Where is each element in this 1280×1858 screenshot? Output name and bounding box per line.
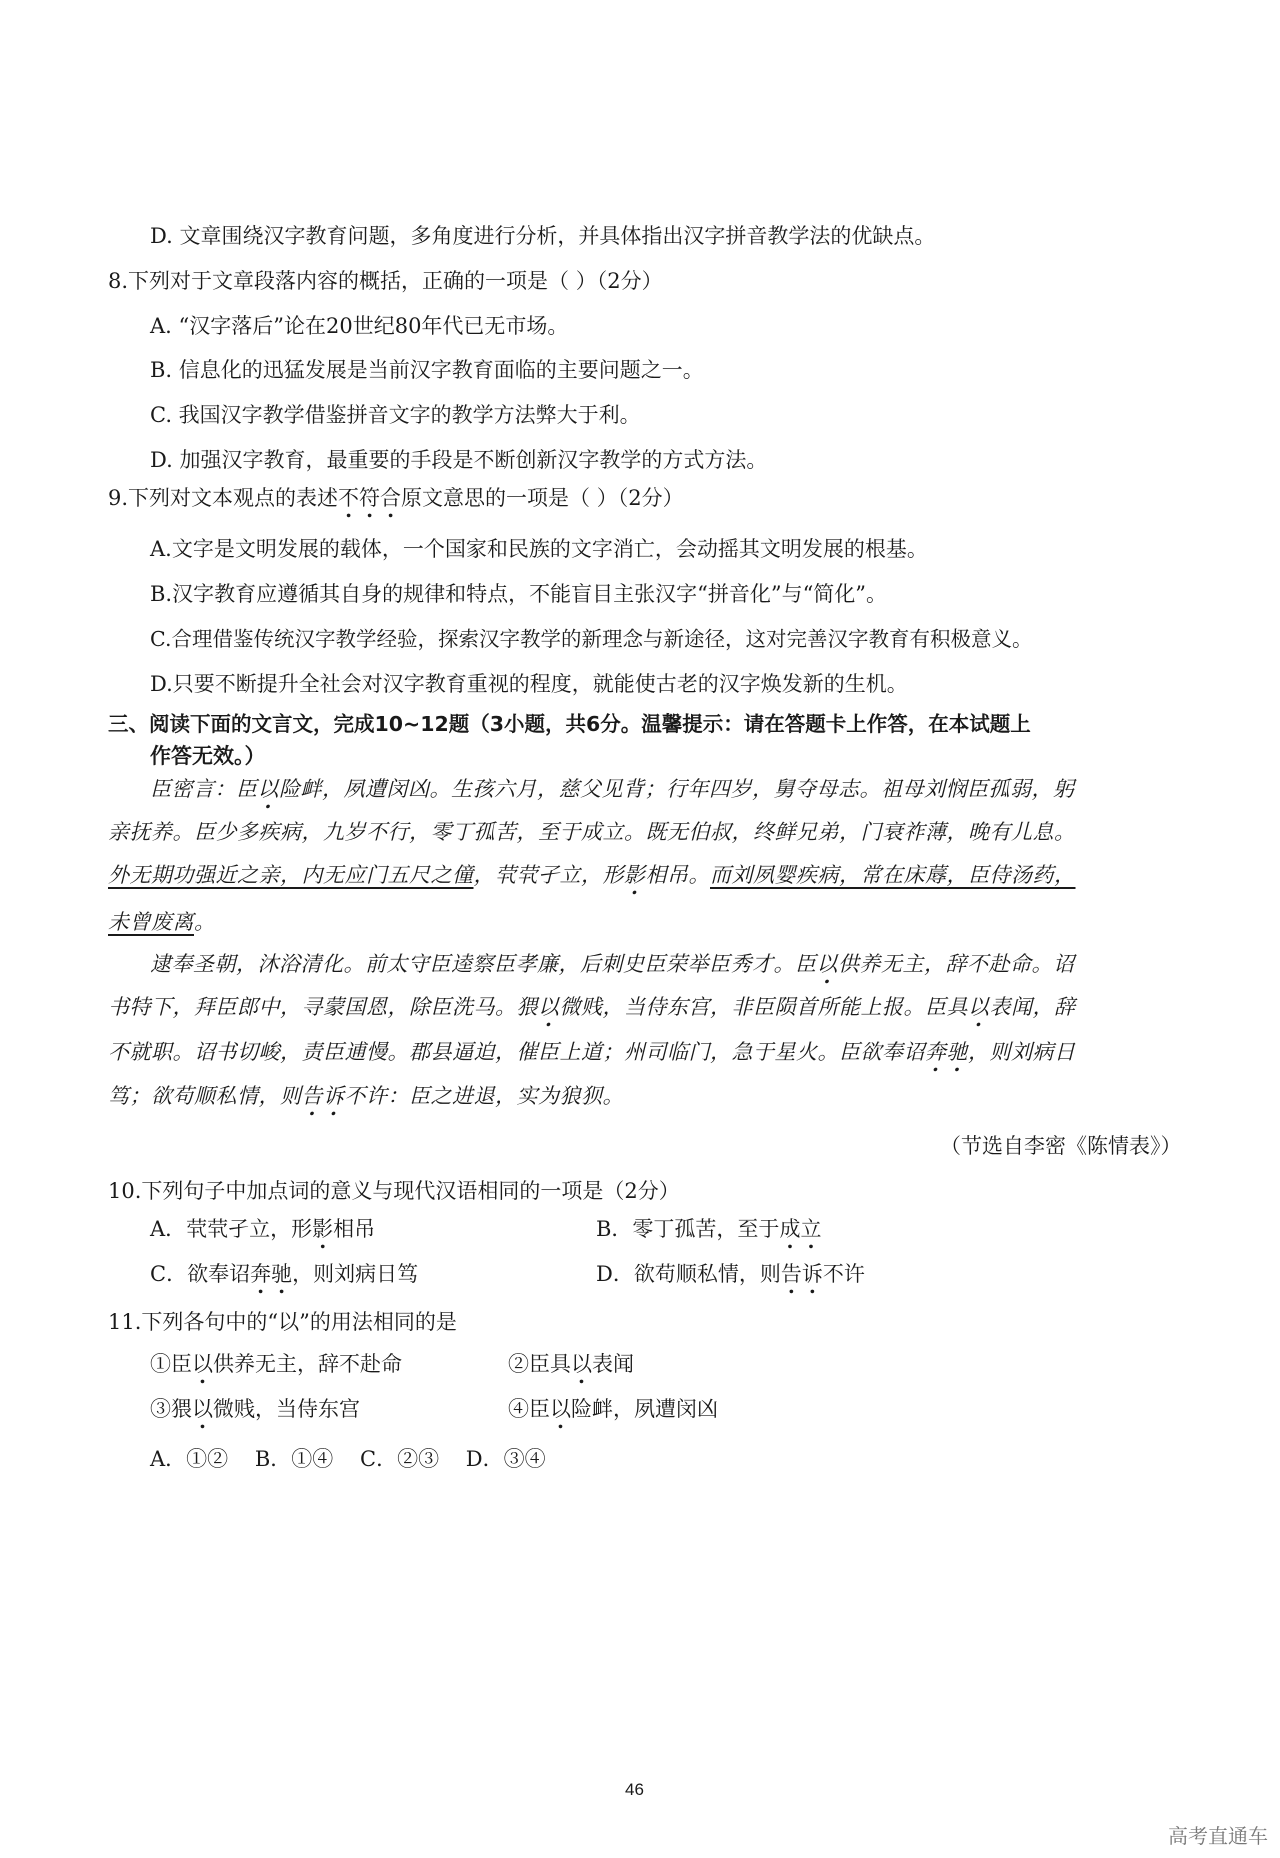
passage-p2-line3 bbox=[108, 1038, 1076, 1066]
p2-l1-em: 以 bbox=[816, 952, 838, 976]
q10-d-post: 不许 bbox=[822, 1262, 865, 1286]
q8-option-c: C. 我国汉字教学借鉴拼音文字的教学方法弊大于利。 bbox=[150, 403, 641, 427]
passage-p1-line1 bbox=[150, 775, 1075, 803]
q11-item-3 bbox=[150, 1395, 360, 1423]
q10-c-pre: C．欲奉诏 bbox=[150, 1262, 251, 1286]
q10-a-pre: A．茕茕孑立，形 bbox=[150, 1217, 313, 1241]
q11-answer-choices: A．①② B．①④ C．②③ D．③④ bbox=[150, 1447, 546, 1471]
p1-l1-em: 以 bbox=[257, 777, 279, 801]
q8-stem: 8.下列对于文章段落内容的概括，正确的一项是（ ）（2分） bbox=[108, 269, 663, 293]
p2-l1-b: 供养无主，辞不赴命。诏 bbox=[838, 952, 1075, 976]
q9-stem-post: 原文意思的一项是（ ）（2分） bbox=[401, 486, 684, 510]
q10-d-pre: D．欲苟顺私情，则 bbox=[596, 1262, 781, 1286]
p1-l3-mid-a: ，茕茕孑立，形 bbox=[473, 863, 624, 887]
p2-l4-a: 笃；欲苟顺私情，则 bbox=[108, 1084, 302, 1108]
q9-stem-em-1: 不 bbox=[338, 486, 360, 510]
p2-l3-em-1: 奔 bbox=[925, 1040, 947, 1064]
q11-i3-post: 微贱，当侍东宫 bbox=[213, 1397, 360, 1421]
q10-option-c bbox=[150, 1260, 418, 1288]
watermark: 高考直通车 bbox=[1168, 1824, 1268, 1848]
q10-a-em-1: 影 bbox=[312, 1217, 334, 1241]
q9-option-b: B.汉字教育应遵循其自身的规律和特点，不能盲目主张汉字“拼音化”与“简化”。 bbox=[150, 582, 888, 606]
p1-l1-a: 臣密言：臣 bbox=[150, 777, 258, 801]
q10-option-b bbox=[596, 1215, 821, 1243]
p2-l1-a: 逮奉圣朝，沐浴清化。前太守臣逵察臣孝廉，后刺史臣荣举臣秀才。臣 bbox=[150, 952, 817, 976]
q10-c-post: ，则刘病日笃 bbox=[292, 1262, 419, 1286]
p2-l4-b: 不许：臣之进退，实为狼狈。 bbox=[344, 1084, 624, 1108]
q11-i2-pre: ②臣具 bbox=[508, 1352, 571, 1376]
q7-option-d: D. 文章围绕汉字教育问题，多角度进行分析，并具体指出汉字拼音教学法的优缺点。 bbox=[150, 224, 936, 248]
section3-heading-line1: 三、阅读下面的文言文，完成10~12题（3小题，共6分。温馨提示：请在答题卡上作答，在本试题上 bbox=[108, 712, 1031, 736]
q11-i2-post: 表闻 bbox=[592, 1352, 634, 1376]
q9-stem-em-2: 符 bbox=[359, 486, 381, 510]
q10-b-em-2: 立 bbox=[800, 1217, 822, 1241]
q10-c-em-1: 奔 bbox=[250, 1262, 272, 1286]
passage-p1-line4 bbox=[108, 908, 216, 936]
q11-i4-pre: ④臣 bbox=[508, 1397, 550, 1421]
passage-p1-line3 bbox=[108, 861, 1076, 889]
q10-c-em-2: 驰 bbox=[271, 1262, 293, 1286]
p2-l2-em-2: 以 bbox=[968, 995, 990, 1019]
q11-i3-em: 以 bbox=[192, 1397, 213, 1421]
q9-stem-pre: 9.下列对文本观点的表述 bbox=[108, 486, 339, 510]
p2-l3-em-2: 驰 bbox=[946, 1040, 968, 1064]
q9-option-d: D.只要不断提升全社会对汉字教育重视的程度，就能使古老的汉字焕发新的生机。 bbox=[150, 672, 908, 696]
q8-option-b: B. 信息化的迅猛发展是当前汉字教育面临的主要问题之一。 bbox=[150, 358, 704, 382]
q8-option-a: A. “汉字落后”论在20世纪80年代已无市场。 bbox=[150, 314, 569, 338]
q10-b-em-1: 成 bbox=[779, 1217, 801, 1241]
q9-option-c: C.合理借鉴传统汉字教学经验，探索汉字教学的新理念与新途径，这对完善汉字教育有积极意义。 bbox=[150, 627, 1033, 651]
q11-i1-pre: ①臣 bbox=[150, 1352, 192, 1376]
p2-l2-c: 表闻，辞 bbox=[989, 995, 1076, 1019]
p2-l2-em: 以 bbox=[538, 995, 560, 1019]
p1-l3-mid-b: 相吊。 bbox=[645, 863, 710, 887]
q10-d-em-2: 诉 bbox=[801, 1262, 823, 1286]
p1-l3-em: 影 bbox=[624, 863, 646, 887]
q8-option-d: D. 加强汉字教育，最重要的手段是不断创新汉字教学的方式方法。 bbox=[150, 448, 768, 472]
q9-stem bbox=[108, 484, 684, 512]
q11-i1-em: 以 bbox=[192, 1352, 213, 1376]
q11-i4-em: 以 bbox=[550, 1397, 571, 1421]
q11-i2-em: 以 bbox=[571, 1352, 592, 1376]
p1-l4-end: 。 bbox=[194, 910, 216, 934]
passage-p2-line4 bbox=[108, 1082, 624, 1110]
p1-l3-underline-1: 外无期功强近之亲，内无应门五尺之僮 bbox=[108, 863, 474, 887]
q11-i3-pre: ③猥 bbox=[150, 1397, 192, 1421]
q10-stem: 10.下列句子中加点词的意义与现代汉语相同的一项是（2分） bbox=[108, 1179, 680, 1203]
p1-l4-underline: 未曾废离 bbox=[108, 910, 194, 934]
section3-heading-line2: 作答无效。） bbox=[150, 744, 266, 768]
p1-l3-underline-2: 而刘夙婴疾病，常在床蓐，臣侍汤药， bbox=[710, 863, 1076, 887]
p2-l2-a: 书特下，拜臣郎中，寻蒙国恩，除臣洗马。猥 bbox=[108, 995, 538, 1019]
q10-a-post: 相吊 bbox=[333, 1217, 376, 1241]
q11-item-2 bbox=[508, 1350, 634, 1378]
passage-source: （节选自李密《陈情表》） bbox=[940, 1134, 1182, 1158]
q11-item-4 bbox=[508, 1395, 718, 1423]
passage-p2-line1 bbox=[150, 950, 1075, 978]
p2-l4-em-1: 告 bbox=[301, 1084, 323, 1108]
q10-b-pre: B．零丁孤苦，至于 bbox=[596, 1217, 780, 1241]
p2-l4-em-2: 诉 bbox=[323, 1084, 345, 1108]
q11-item-1 bbox=[150, 1350, 402, 1378]
passage-p2-line2 bbox=[108, 993, 1076, 1021]
p2-l3-b: ，则刘病日 bbox=[968, 1040, 1076, 1064]
q9-stem-em-3: 合 bbox=[380, 486, 402, 510]
q11-stem: 11.下列各句中的“以”的用法相同的是 bbox=[108, 1310, 457, 1334]
q10-option-d bbox=[596, 1260, 865, 1288]
q9-option-a: A.文字是文明发展的载体，一个国家和民族的文字消亡，会动摇其文明发展的根基。 bbox=[150, 537, 928, 561]
passage-p1-line2: 亲抚养。臣少多疾病，九岁不行，零丁孤苦，至于成立。既无伯叔，终鲜兄弟，门衰祚薄，晚有儿息。 bbox=[108, 820, 1076, 844]
p1-l1-b: 险衅，夙遭闵凶。生孩六月，慈父见背；行年四岁，舅夺母志。祖母刘悯臣孤弱，躬 bbox=[279, 777, 1075, 801]
q10-d-em-1: 告 bbox=[780, 1262, 802, 1286]
p2-l2-b: 微贱，当侍东宫，非臣陨首所能上报。臣具 bbox=[559, 995, 968, 1019]
page-number: 46 bbox=[625, 1780, 644, 1799]
q11-i4-post: 险衅，夙遭闵凶 bbox=[571, 1397, 718, 1421]
q10-option-a bbox=[150, 1215, 375, 1243]
q11-i1-post: 供养无主，辞不赴命 bbox=[213, 1352, 402, 1376]
p2-l3-a: 不就职。诏书切峻，责臣逋慢。郡县逼迫，催臣上道；州司临门，急于星火。臣欲奉诏 bbox=[108, 1040, 925, 1064]
